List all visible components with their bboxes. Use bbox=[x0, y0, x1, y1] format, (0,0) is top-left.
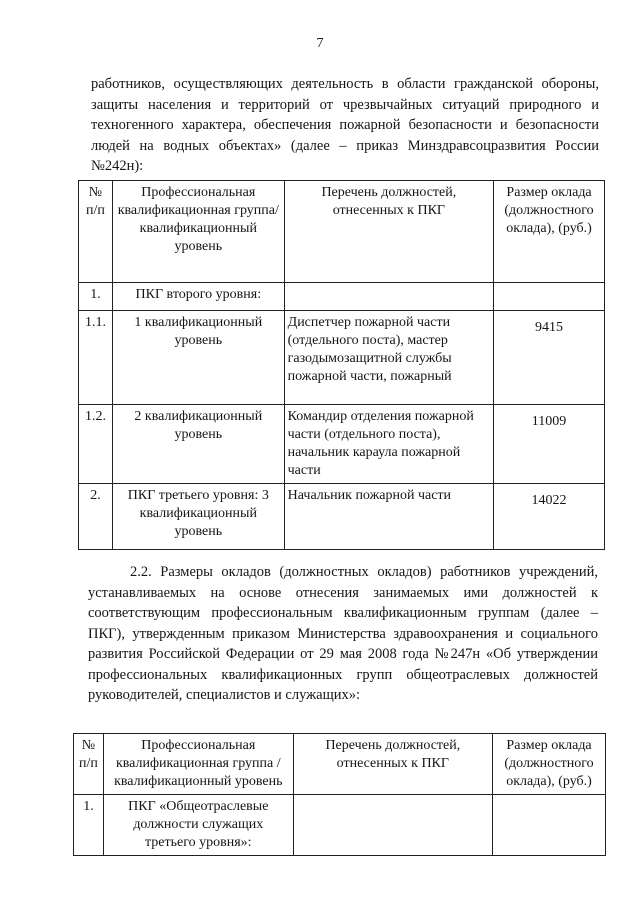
header-positions: Перечень должностей, отнесенных к ПКГ bbox=[293, 734, 492, 795]
row-positions bbox=[284, 283, 493, 311]
table-row bbox=[79, 484, 605, 550]
table-header-row bbox=[74, 734, 606, 795]
row-group: ПКГ второго уровня: bbox=[112, 283, 284, 311]
row-group: ПКГ третьего уровня: 3 квалификационный уровень bbox=[112, 484, 284, 550]
row-salary: 9415 bbox=[494, 311, 605, 405]
row-num: 1. bbox=[74, 795, 104, 856]
table-row bbox=[79, 405, 605, 484]
table-row bbox=[79, 283, 605, 311]
pkg-table-fire-service bbox=[78, 180, 605, 550]
header-num: № п/п bbox=[79, 181, 113, 283]
table-row bbox=[79, 311, 605, 405]
row-group: ПКГ «Общеотраслевые должности служащих третьего уровня»: bbox=[103, 795, 293, 856]
row-salary bbox=[494, 283, 605, 311]
row-positions bbox=[293, 795, 492, 856]
header-positions: Перечень должностей, отнесенных к ПКГ bbox=[284, 181, 493, 283]
header-num: № п/п bbox=[74, 734, 104, 795]
row-num: 1.1. bbox=[79, 311, 113, 405]
header-group: Профессиональная квалификационная группа/ квалификационный уровень bbox=[112, 181, 284, 283]
row-salary: 14022 bbox=[494, 484, 605, 550]
row-salary bbox=[493, 795, 606, 856]
table-row bbox=[74, 795, 606, 856]
page-number: 7 bbox=[316, 36, 324, 51]
intro-paragraph: работников, осуществляющих деятельность в области гражданской обороны, защиты населения и территорий от чрезвычайных ситуаций природного и техногенного характера, обеспечения пожарной безопасности и безопасности людей на водных объектах» (далее – приказ Минздравсоцразвития России №242н): bbox=[91, 76, 599, 174]
pkg-table-general-positions bbox=[73, 733, 606, 856]
row-group: 2 квалификационный уровень bbox=[112, 405, 284, 484]
table-header-row bbox=[79, 181, 605, 283]
row-num: 1. bbox=[79, 283, 113, 311]
row-num: 2. bbox=[79, 484, 113, 550]
header-group: Профессиональная квалификационная группа / квалификационный уровень bbox=[103, 734, 293, 795]
row-salary: 11009 bbox=[494, 405, 605, 484]
header-salary: Размер оклада (должностного оклада), (руб.) bbox=[494, 181, 605, 283]
section-2-2-paragraph: 2.2. Размеры окладов (должностных окладов) работников учреждений, устанавливаемых на основе отнесения занимаемых ими должностей к соответствующим профессиональным квалификационным группам (далее – ПКГ), утвержденным приказом Министерства здравоохранения и социального развития Российской Федерации от 29 мая 2008 года №247н «Об утверждении профессиональных квалификационных групп общеотраслевых должностей руководителей, специалистов и служащих»: bbox=[88, 564, 598, 703]
header-salary: Размер оклада (должностного оклада), (руб.) bbox=[493, 734, 606, 795]
row-positions: Диспетчер пожарной части (отдельного поста), мастер газодымозащитной службы пожарной части, пожарный bbox=[284, 311, 493, 405]
row-num: 1.2. bbox=[79, 405, 113, 484]
row-positions: Командир отделения пожарной части (отдельного поста), начальник караула пожарной части bbox=[284, 405, 493, 484]
row-positions: Начальник пожарной части bbox=[284, 484, 493, 550]
row-group: 1 квалификационный уровень bbox=[112, 311, 284, 405]
